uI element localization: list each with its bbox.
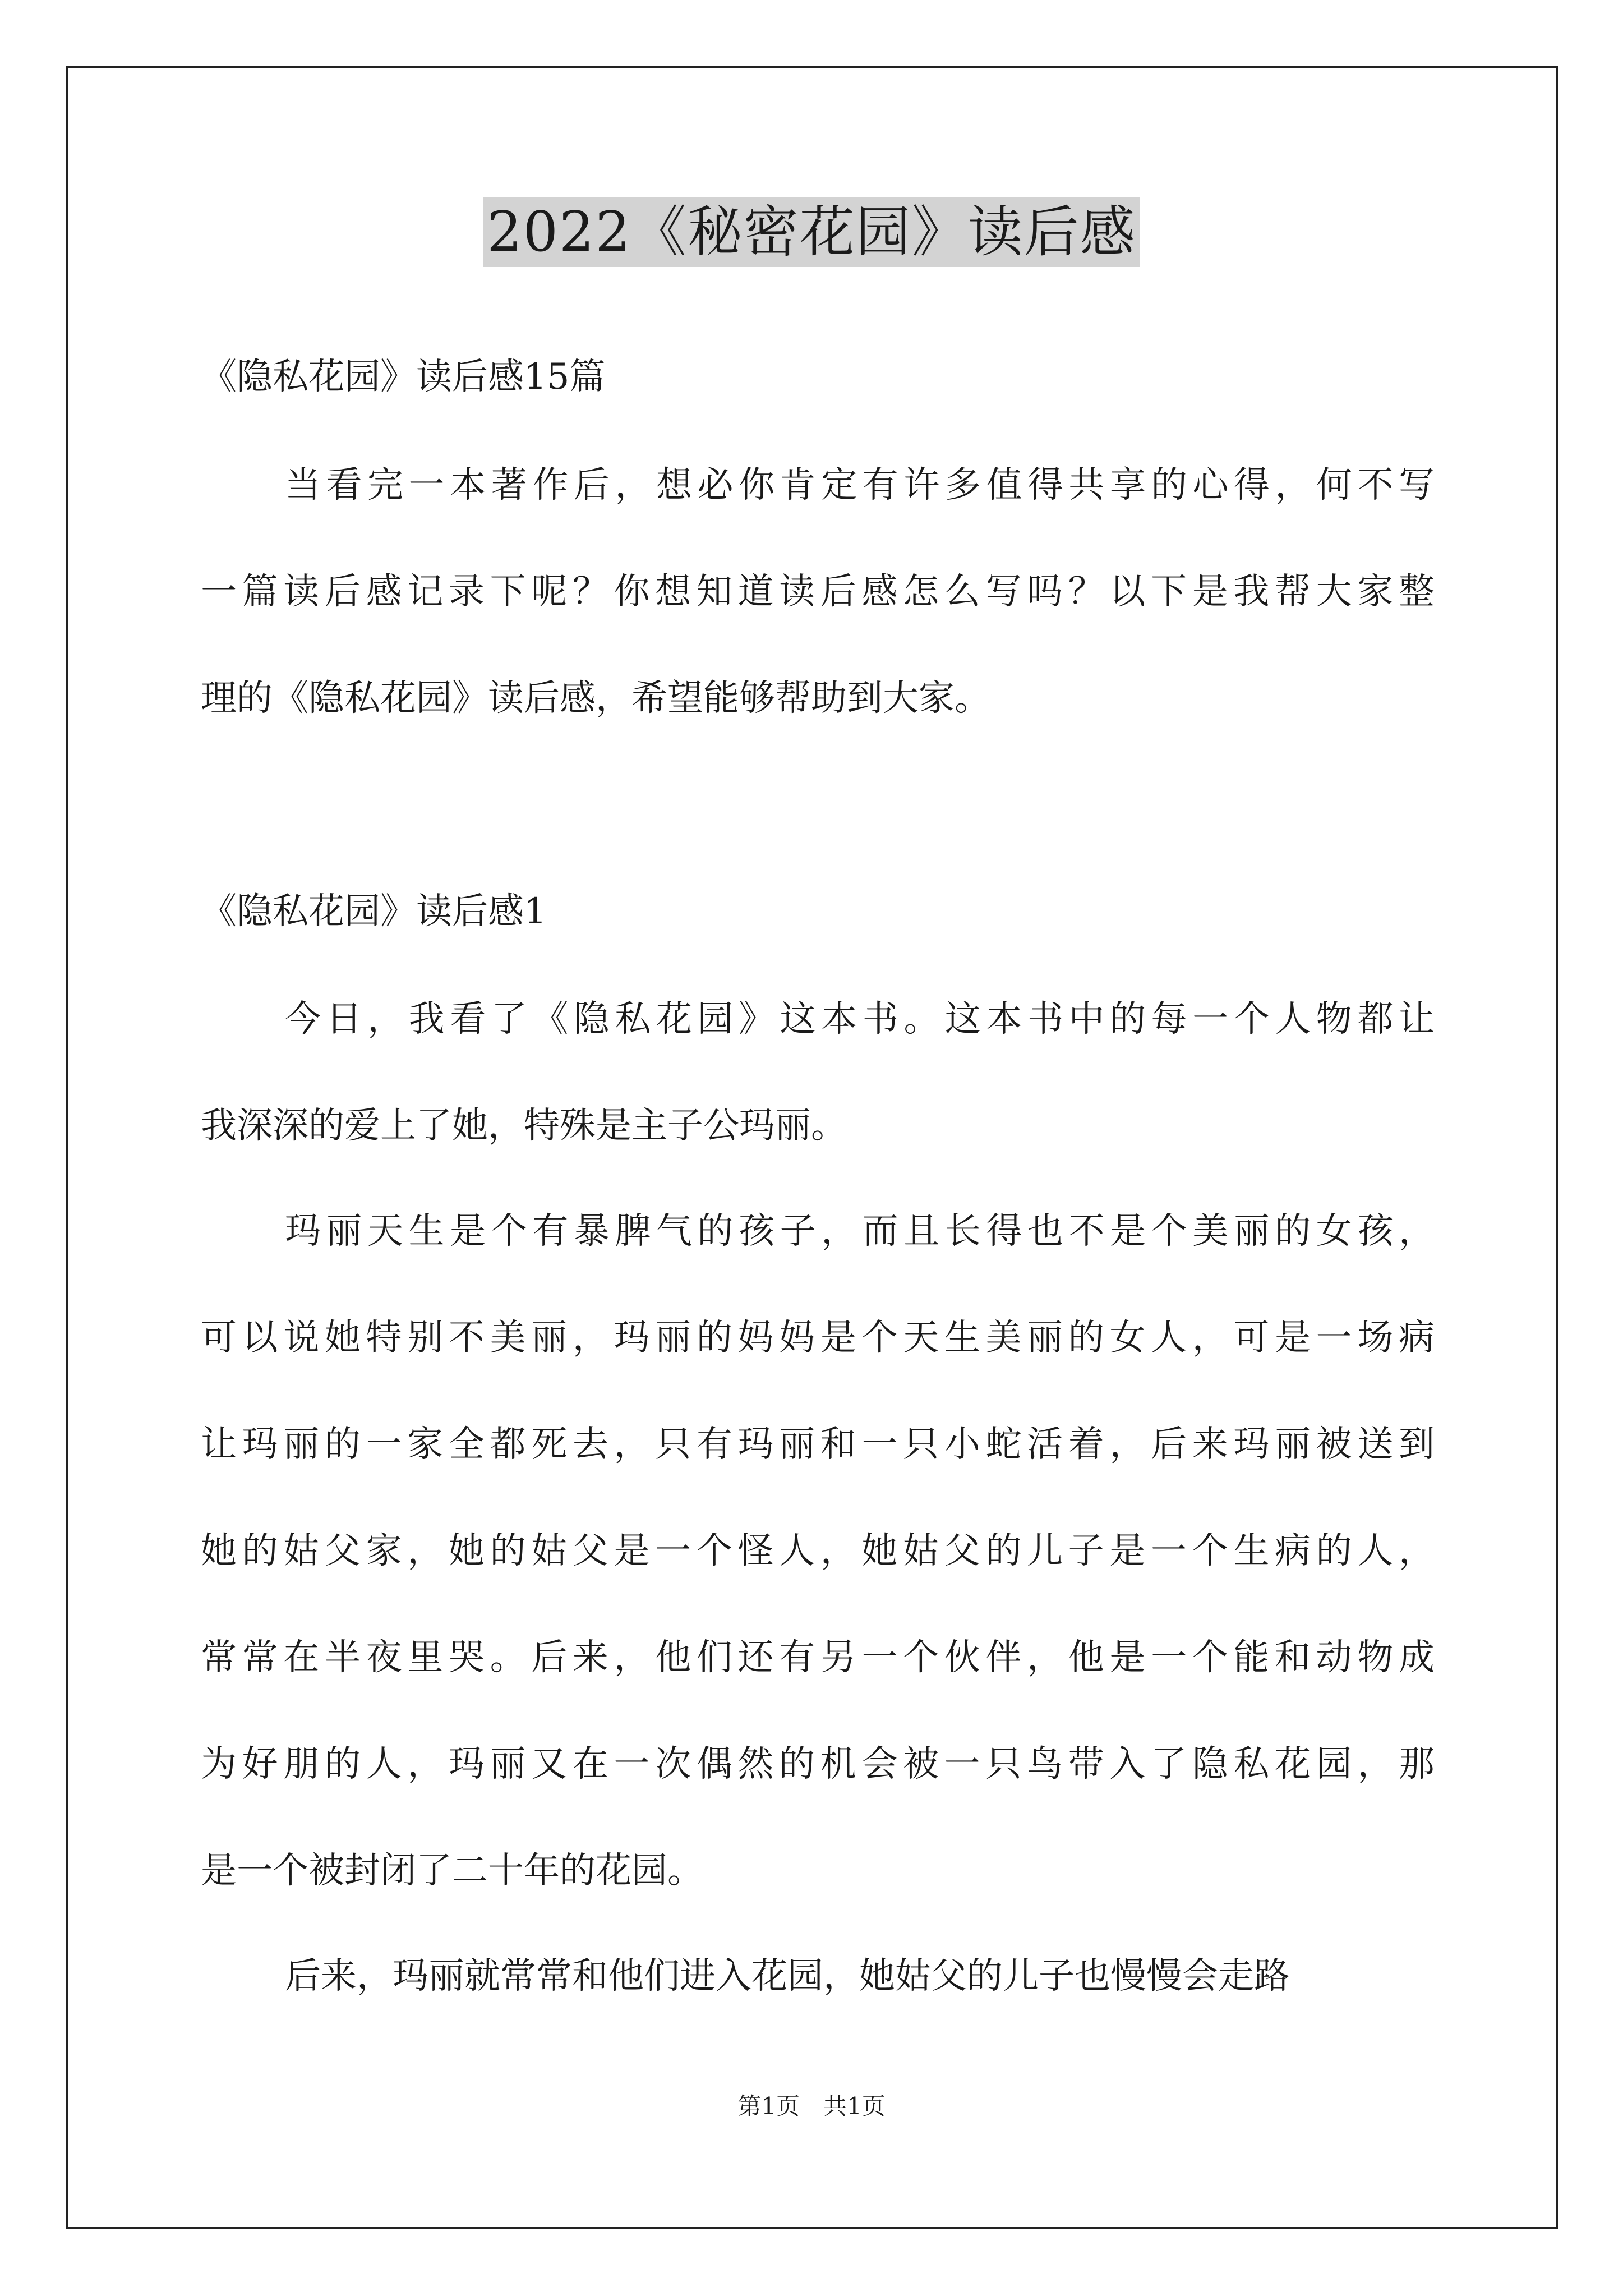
paragraph-line: 为好朋的人，玛丽又在一次偶然的机会被一只鸟带入了隐私花园，那 [201, 1743, 1435, 1785]
page-footer: 第1页 共1页 [737, 2092, 886, 2120]
intro-line: 理的《隐私花园》读后感，希望能够帮助到大家。 [201, 678, 990, 719]
paragraph-1 [201, 966, 1435, 1179]
document-subtitle: 《隐私花园》读后感15篇 [201, 356, 606, 398]
paragraph-line: 我深深的爱上了她，特殊是主子公玛丽。 [201, 1105, 847, 1147]
intro-line: 当看完一本著作后，想必你肯定有许多值得共享的心得，何不写 [285, 464, 1435, 506]
intro-paragraph [201, 432, 1435, 752]
paragraph-line: 可以说她特别不美丽，玛丽的妈妈是个天生美丽的女人，可是一场病 [201, 1317, 1435, 1359]
paragraph-line: 常常在半夜里哭。后来，他们还有另一个伙伴，他是一个能和动物成 [201, 1637, 1435, 1678]
intro-line: 一篇读后感记录下呢？你想知道读后感怎么写吗？以下是我帮大家整 [201, 571, 1435, 613]
paragraph-line: 是一个被封闭了二十年的花园。 [201, 1850, 703, 1892]
paragraph-line: 今日，我看了《隐私花园》这本书。这本书中的每一个人物都让 [285, 999, 1435, 1040]
paragraph-line: 让玛丽的一家全都死去，只有玛丽和一只小蛇活着，后来玛丽被送到 [201, 1424, 1435, 1465]
paragraph-3 [201, 1923, 1435, 2030]
paragraph-2 [201, 1178, 1435, 1924]
section-heading: 《隐私花园》读后感1 [201, 891, 547, 932]
paragraph-line: 她的姑父家，她的姑父是一个怪人，她姑父的儿子是一个生病的人， [201, 1530, 1435, 1572]
paragraph-line: 玛丽天生是个有暴脾气的孩子，而且长得也不是个美丽的女孩， [285, 1211, 1435, 1252]
document-title: 2022《秘密花园》读后感 [483, 197, 1139, 267]
document-title-block [0, 197, 1623, 267]
paragraph-line: 后来，玛丽就常常和他们进入花园，她姑父的儿子也慢慢会走路 [285, 1955, 1290, 1997]
